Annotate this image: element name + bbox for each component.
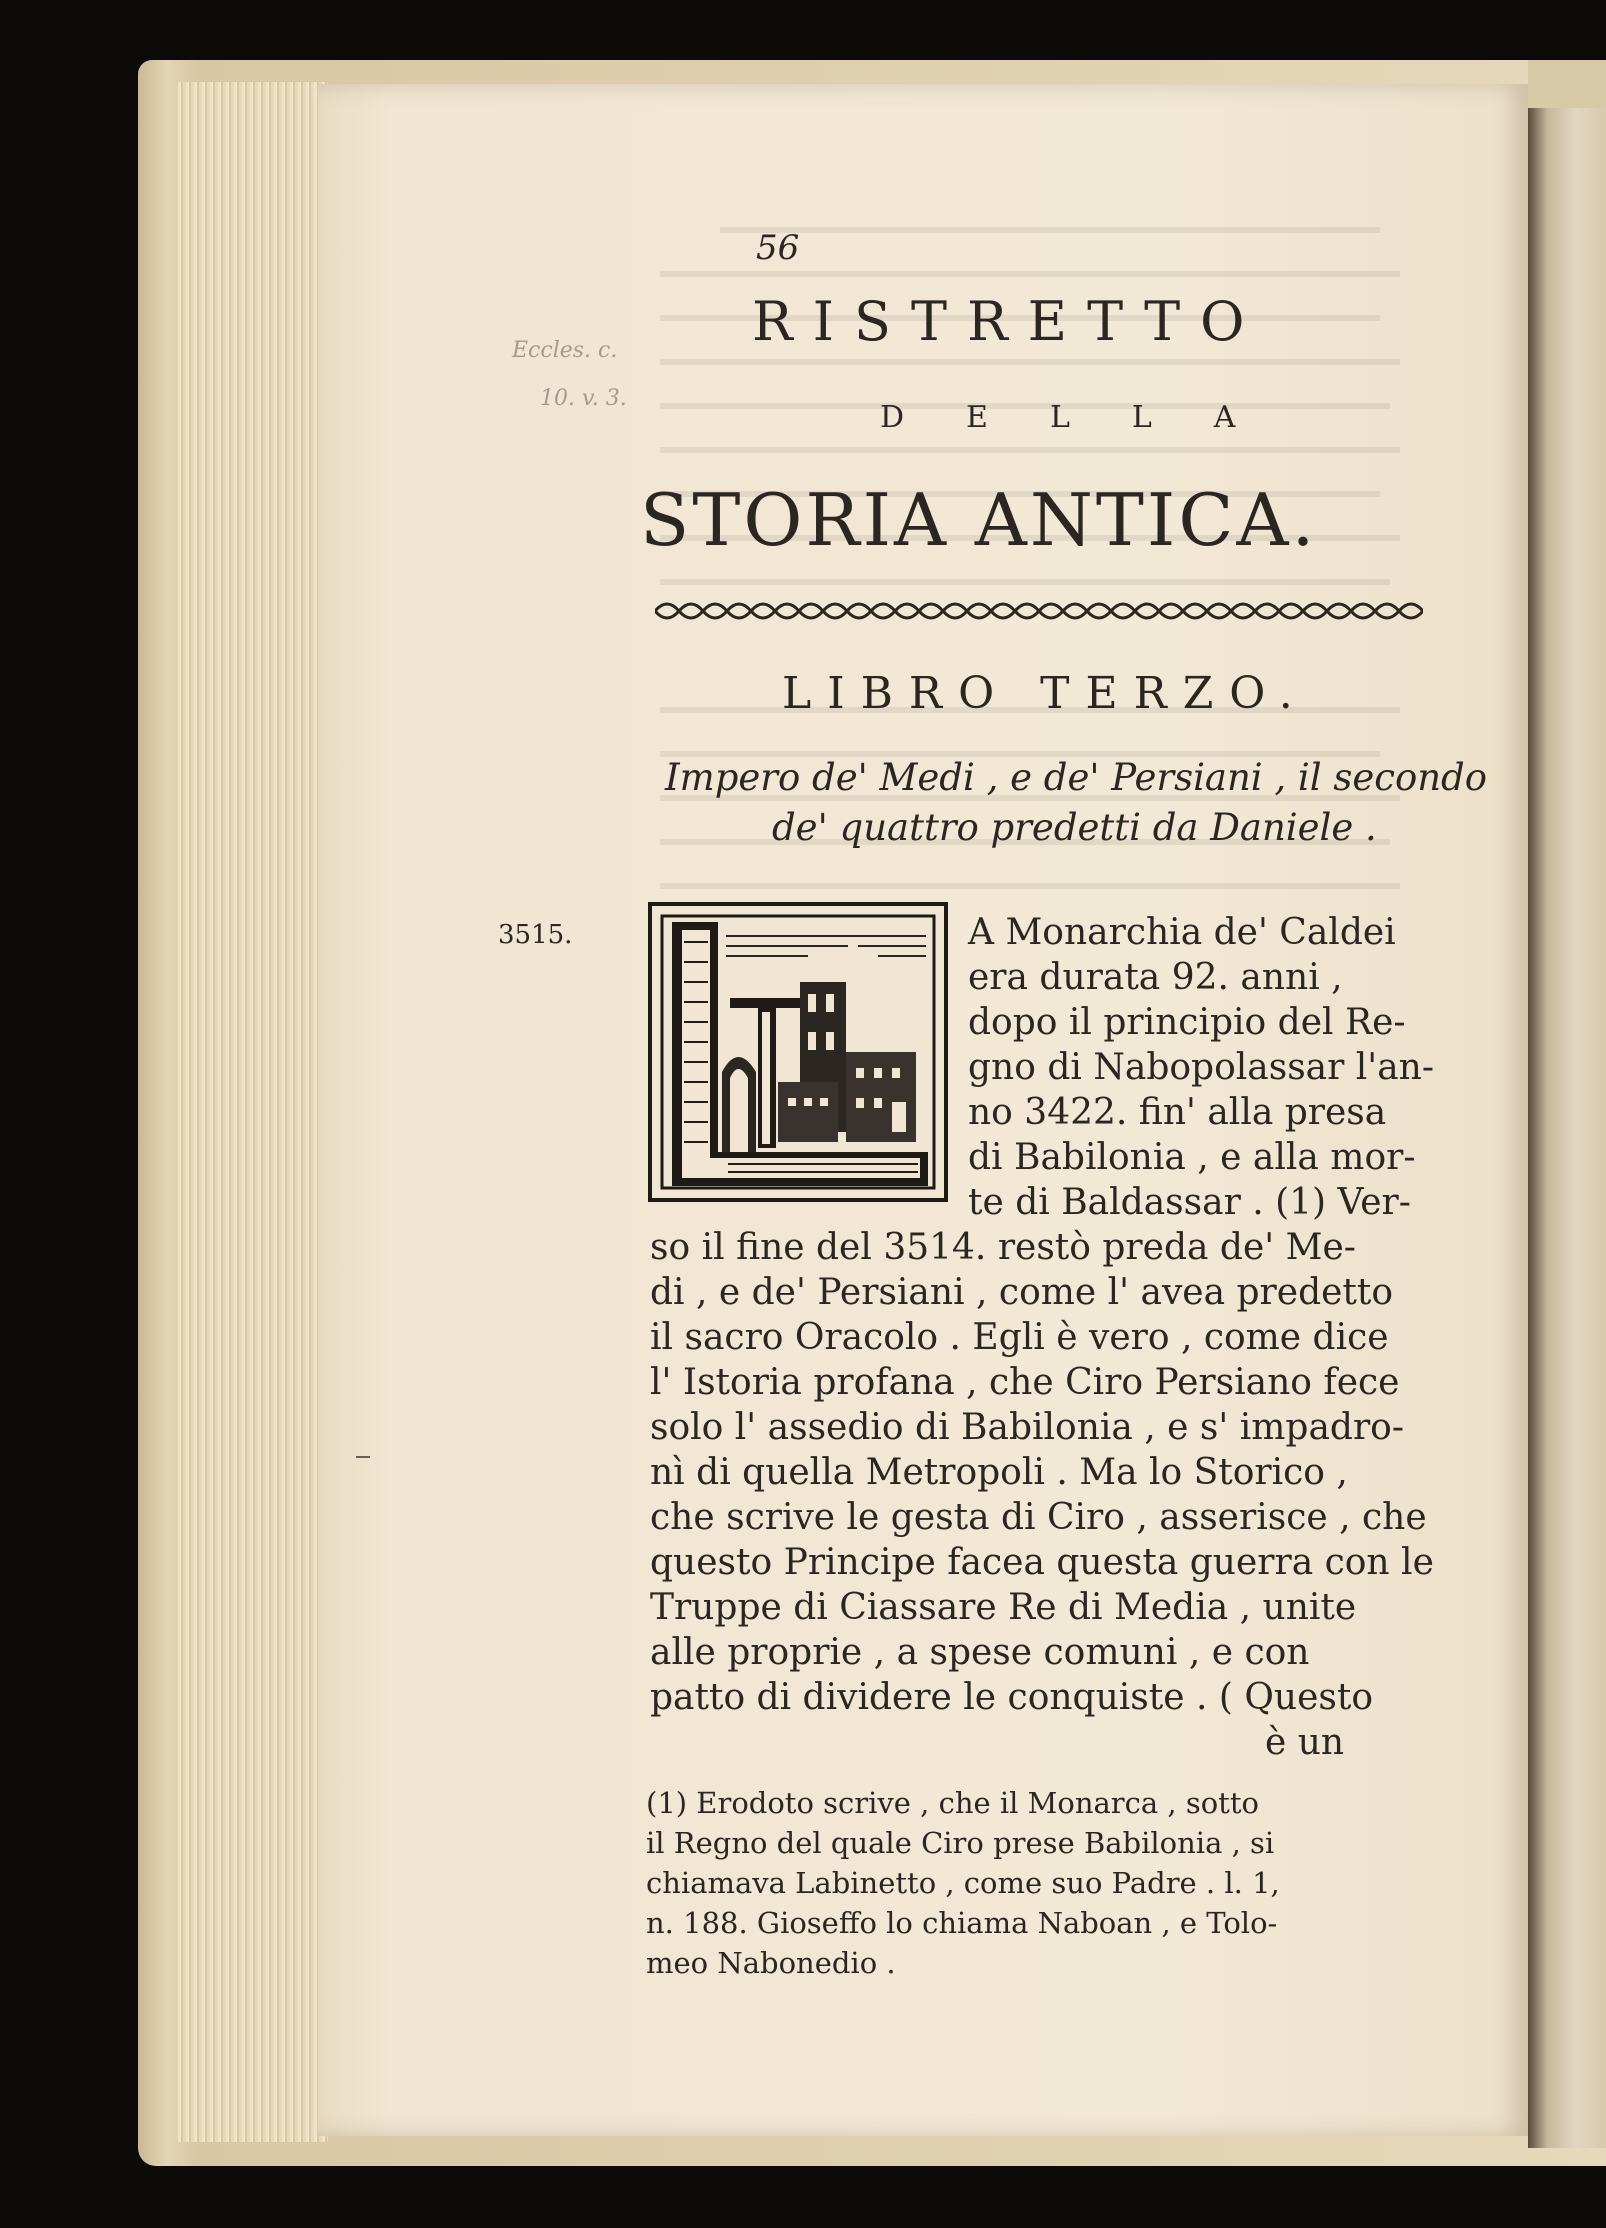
body-line: di , e de' Persiani , come l' avea predetto	[650, 1272, 1394, 1313]
body-line: gno di Nabopolassar l'an-	[968, 1047, 1435, 1088]
title-storia-antica: STORIA ANTICA.	[640, 478, 1318, 562]
body-line: di Babilonia , e alla mor-	[968, 1137, 1416, 1178]
margin-note-1: Eccles. c.	[512, 338, 618, 363]
body-line: so il fine del 3514. restò preda de' Me-	[650, 1227, 1356, 1268]
body-line: che scrive le gesta di Ciro , asserisce , che	[650, 1497, 1427, 1538]
page-number: 56	[756, 228, 800, 268]
body-line: A Monarchia de' Caldei	[968, 912, 1396, 953]
body-line: te di Baldassar . (1) Ver-	[968, 1182, 1411, 1223]
body-line: alle proprie , a spese comuni , e con	[650, 1632, 1310, 1673]
title-della: DELLA	[880, 400, 1298, 435]
body-line: no 3422. fin' alla presa	[968, 1092, 1387, 1133]
page-edges	[178, 82, 328, 2142]
subtitle-line-2: de' quattro predetti da Daniele .	[772, 806, 1377, 849]
body-line: solo l' assedio di Babilonia , e s' impadro-	[650, 1407, 1404, 1448]
body-line: era durata 92. anni ,	[968, 957, 1343, 998]
title-ristretto: RISTRETTO	[752, 290, 1265, 353]
footnote-line: (1) Erodoto scrive , che il Monarca , sotto	[646, 1786, 1259, 1820]
catchword: è un	[1265, 1722, 1345, 1763]
right-cover-edge	[1528, 60, 1606, 110]
body-line: il sacro Oracolo . Egli è vero , come dice	[650, 1317, 1389, 1358]
subtitle-line-1: Impero de' Medi , e de' Persiani , il secondo	[665, 756, 1488, 799]
footnote-line: meo Nabonedio .	[646, 1946, 896, 1980]
body-line: l' Istoria profana , che Ciro Persiano fece	[650, 1362, 1400, 1403]
body-line: Truppe di Ciassare Re di Media , unite	[650, 1587, 1357, 1628]
body-line: nì di quella Metropoli . Ma lo Storico ,	[650, 1452, 1348, 1493]
footnote-line: n. 188. Gioseffo lo chiama Naboan , e Tolo-	[646, 1906, 1278, 1940]
book-heading: LIBRO TERZO.	[782, 668, 1309, 719]
footnote-line: chiamava Labinetto , come suo Padre . l. 1,	[646, 1866, 1280, 1900]
margin-year: 3515.	[498, 920, 573, 950]
body-line: patto di dividere le conquiste . ( Questo	[650, 1677, 1373, 1718]
woodcut-initial-l	[648, 902, 948, 1202]
ornament-divider	[655, 594, 1423, 628]
margin-note-2: 10. v. 3.	[540, 386, 627, 411]
right-page-sliver	[1528, 108, 1606, 2148]
body-line: questo Principe facea questa guerra con le	[650, 1542, 1434, 1583]
body-line: dopo il principio del Re-	[968, 1002, 1406, 1043]
footnote-line: il Regno del quale Ciro prese Babilonia , si	[646, 1826, 1275, 1860]
margin-dash	[356, 1456, 370, 1458]
